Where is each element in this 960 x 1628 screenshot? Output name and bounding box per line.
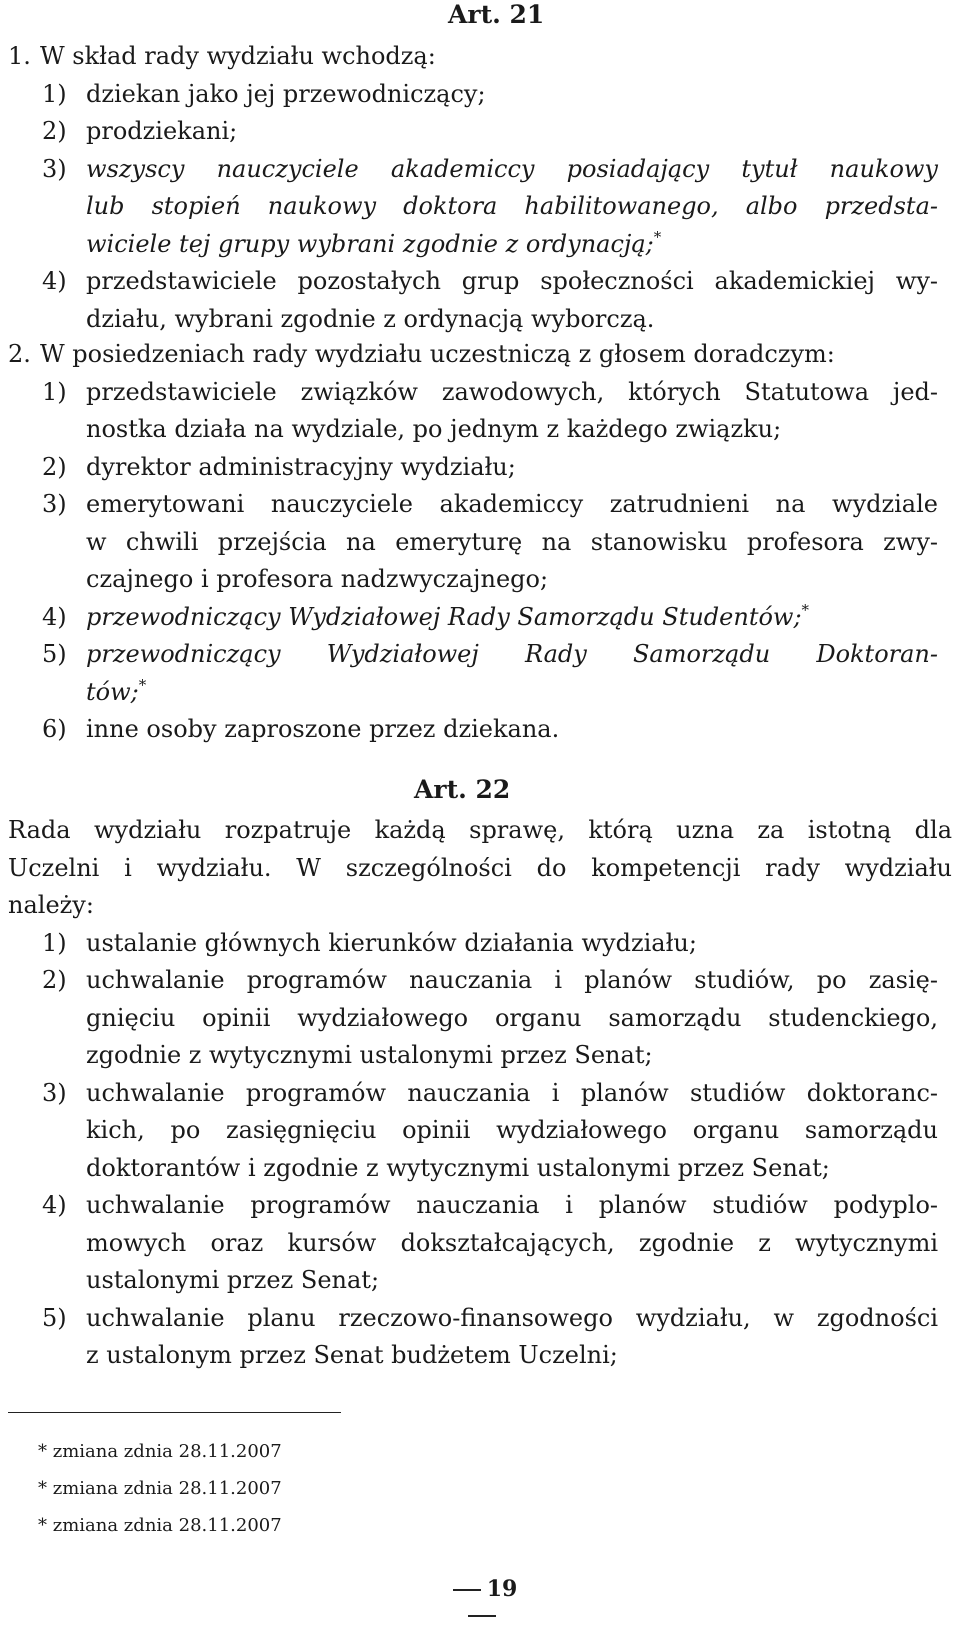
body-line: Uczelni i wydziału. W szczególności do kompetencji rady wydziału (8, 853, 952, 882)
list-item: 1) ustalanie głównych kierunków działania wydziału; (42, 928, 697, 957)
page-number-dash-right (468, 1615, 496, 1617)
footnote-marker: * (138, 675, 147, 694)
art21-paragraph-2 (8, 336, 952, 749)
art21-paragraph-1 (8, 38, 952, 338)
paragraph-intro: W skład rady wydziału wchodzą: (40, 42, 436, 70)
page-number: 19 (432, 1576, 532, 1628)
list-item-continuation: mowych oraz kursów dokształcających, zgodnie z wytycznymi (86, 1228, 938, 1257)
body-line: Rada wydziału rozpatruje każdą sprawę, którą uzna za istotną dla (8, 816, 952, 844)
list-item: 4) przedstawiciele pozostałych grup społeczności akademickiej wy- (42, 267, 938, 295)
list-item: 2) prodziekani; (42, 117, 238, 145)
list-item: 3) emerytowani nauczyciele akademiccy zatrudnieni na wydziale (42, 490, 938, 518)
body-line: należy: (8, 891, 94, 919)
article-22-title: Art. 22 (414, 775, 511, 804)
list-item: 4) przewodniczący Wydziałowej Rady Samorządu Studentów;* (42, 600, 810, 631)
footnote: * zmiana zdnia 28.11.2007 (38, 1478, 282, 1499)
paragraph-number: 1. (8, 42, 31, 70)
list-item: 2) dyrektor administracyjny wydziału; (42, 452, 516, 481)
list-item: 5) uchwalanie planu rzeczowo-finansowego wydziału, w zgodności (42, 1303, 938, 1332)
list-item-continuation: lub stopień naukowy doktora habilitowanego, albo przedsta- (86, 192, 938, 220)
list-item-continuation: zgodnie z wytycznymi ustalonymi przez Senat; (86, 1041, 653, 1069)
list-item-continuation: z ustalonym przez Senat budżetem Uczelni; (86, 1341, 618, 1369)
list-item-continuation: czajnego i profesora nadzwyczajnego; (86, 565, 549, 593)
paragraph-intro: W posiedzeniach rady wydziału uczestniczą z głosem doradczym: (40, 340, 835, 368)
page-number-dash-left (453, 1589, 481, 1591)
footnote-divider (8, 1412, 341, 1413)
footnote-marker: * (801, 600, 810, 619)
article-21-title: Art. 21 (448, 0, 545, 29)
footnote-marker: * (653, 227, 662, 246)
footnote: * zmiana zdnia 28.11.2007 (38, 1441, 282, 1462)
list-item: 4) uchwalanie programów nauczania i planów studiów podyplo- (42, 1191, 938, 1219)
list-item: 6) inne osoby zaproszone przez dziekana. (42, 715, 560, 743)
list-item-continuation: działu, wybrani zgodnie z ordynacją wyborczą. (86, 304, 655, 333)
list-item: 3) uchwalanie programów nauczania i planów studiów doktoranc- (42, 1078, 938, 1107)
list-item: 1) przedstawiciele związków zawodowych, których Statutowa jed- (42, 377, 938, 406)
list-item-continuation: w chwili przejścia na emeryturę na stanowisku profesora zwy- (86, 527, 938, 556)
list-item: 5) przewodniczący Wydziałowej Rady Samorządu Doktoran- (42, 640, 938, 668)
list-item-continuation: kich, po zasięgnięciu opinii wydziałowego organu samorządu (86, 1116, 938, 1144)
list-item: 3) wszyscy nauczyciele akademiccy posiadający tytuł naukowy (42, 154, 938, 183)
list-item: 2) uchwalanie programów nauczania i planów studiów, po zasię- (42, 966, 938, 994)
list-item-continuation: nostka działa na wydziale, po jednym z każdego związku; (86, 415, 782, 443)
footnote: * zmiana zdnia 28.11.2007 (38, 1515, 282, 1536)
list-item: 1) dziekan jako jej przewodniczący; (42, 79, 486, 108)
list-item-continuation: tów;* (86, 675, 147, 706)
list-item-continuation: ustalonymi przez Senat; (86, 1266, 380, 1294)
art22-body (8, 812, 952, 1375)
paragraph-number: 2. (8, 340, 31, 368)
list-item-continuation: doktorantów i zgodnie z wytycznymi ustalonymi przez Senat; (86, 1153, 830, 1182)
list-item-continuation: wiciele tej grupy wybrani zgodnie z ordynacją;* (86, 227, 662, 258)
list-item-continuation: gnięciu opinii wydziałowego organu samorządu studenckiego, (86, 1003, 938, 1032)
